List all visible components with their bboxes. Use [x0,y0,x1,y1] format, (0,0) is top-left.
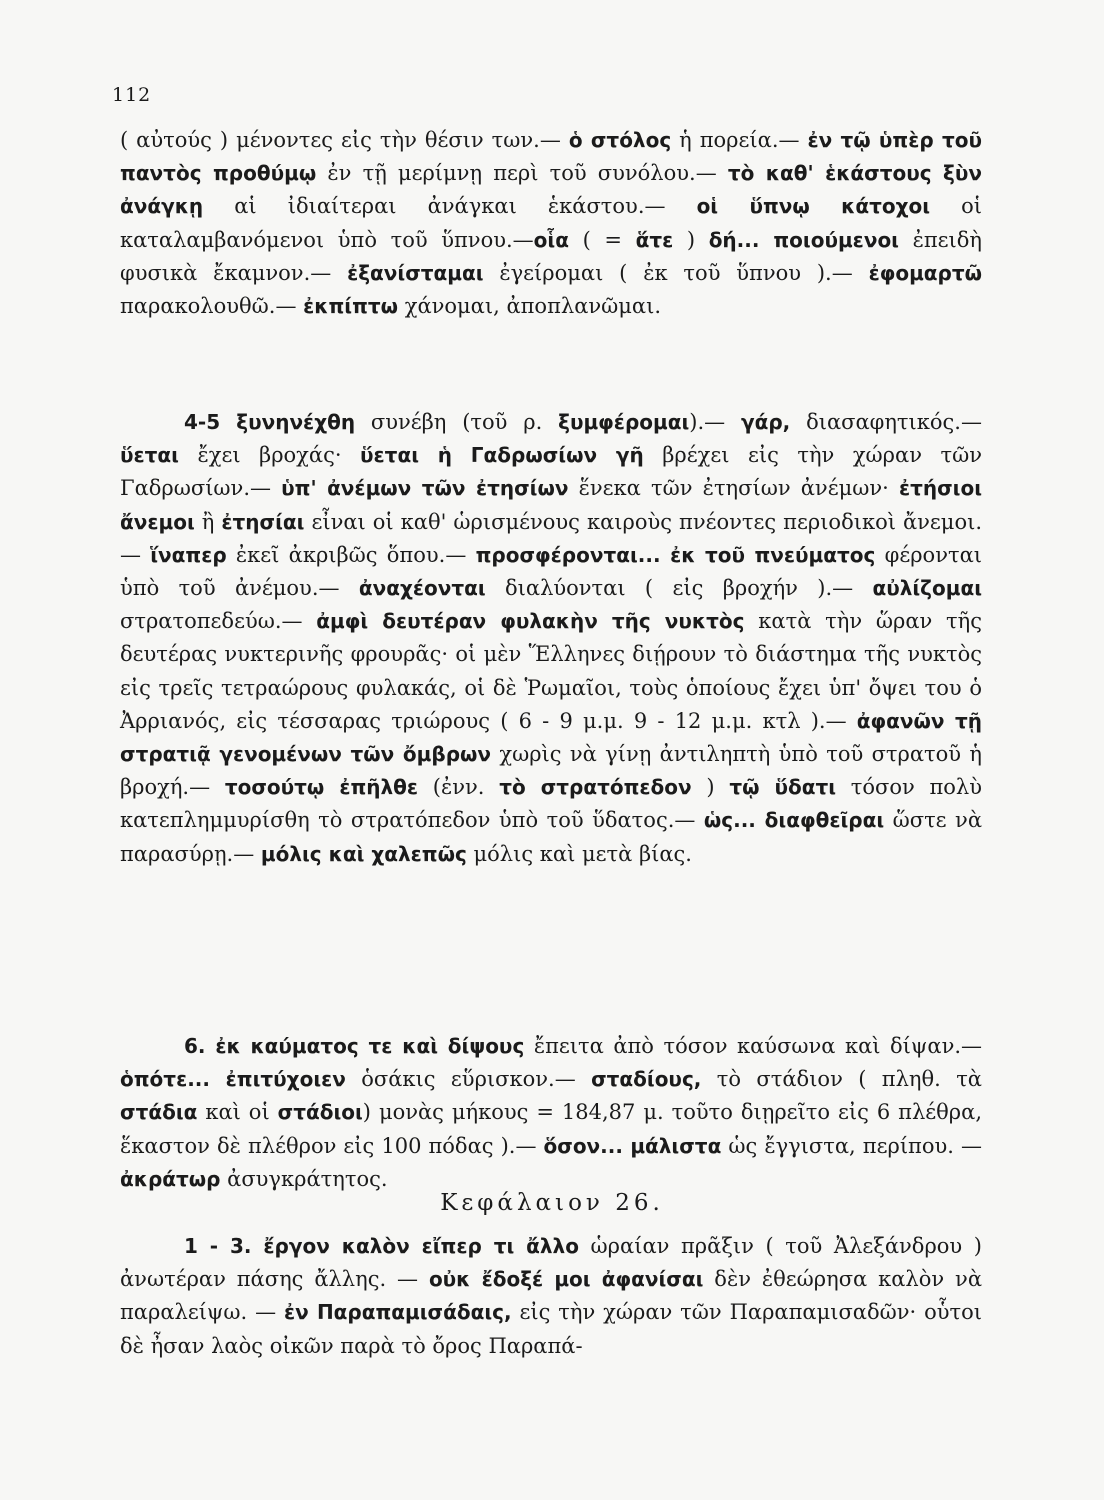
gloss-text: ) μονὰς μήκους = 184,87 μ. τοῦτο διῃρεῖτο εἰς 6 πλέθρα, ἕκαστον δὲ πλέθρον εἰς 100 πόδας ).— [120,1100,982,1158]
lemma: στάδια [120,1100,198,1125]
gloss-text: ἐν τῇ μερίμνῃ περὶ τοῦ συνόλου.— [316,161,728,186]
gloss-text: διασαφητικός.— [790,410,982,434]
lemma: ἐκπίπτω [303,294,399,319]
lemma: ὅσον... μάλιστα [543,1133,722,1158]
gloss-text: καὶ οἱ [197,1100,278,1125]
gloss-text: ( = [568,227,636,252]
text-block-2 [120,406,982,871]
lemma: ἀφανῶν τῇ στρατιᾷ γενομένων τῶν ὄμβρων [120,708,983,767]
lemma: ἀναχέονται [358,576,486,601]
gloss-text: ἀσυγκράτητος. [220,1166,388,1191]
gloss-text: χωρὶς νὰ γίνῃ ἀντιληπτὴ ὑπὸ τοῦ στρατοῦ ἡ βροχή.— [120,742,982,800]
gloss-text: βρέχει εἰς τὴν χώραν τῶν Γαδρωσίων.— [120,443,982,501]
gloss-text: ὡραίαν πρᾶξιν ( τοῦ Ἀλεξάνδρου ) ἀνωτέραν πάσης ἄλλης. — [120,1234,982,1292]
lemma: 6. ἐκ καύματος τε καὶ δίψους [184,1034,525,1058]
paragraph [120,1230,982,1363]
lemma: ὁ στόλος [568,128,672,152]
paragraph [120,1030,982,1196]
lemma: τῷ ὕδατι [729,775,837,800]
gloss-text: ) [691,775,730,800]
lemma: ἐτησίαι [221,509,305,534]
text-block-3 [120,1030,982,1196]
gloss-text: ὁσάκις εὕρισκον.— [345,1067,592,1092]
gloss-text: κατὰ τὴν ὥραν τῆς δευτέρας νυκτερινῆς φρουρᾶς· οἱ μὲν Ἕλληνες διῄρουν τὸ διάστημα τῆς νυκτὸς εἰς τρεῖς τετραώρους φυλακάς, οἱ δὲ Ῥωμαῖοι, τοὺς ὁποίους ἔχει ὑπ' ὄψει του ὁ Ἀρριανός, εἰς τέσσαρας τριώρους ( 6 - 9 μ.μ. 9 - 12 μ.μ. κτλ ).— [120,609,983,733]
gloss-text: ὡς ἔγγιστα, περίπου. — [721,1133,982,1158]
lemma: μόλις καὶ χαλεπῶς [260,841,467,866]
lemma: τοσούτῳ ἐπῆλθε [224,775,419,800]
text-block-1 [120,124,982,323]
lemma: τὸ καθ' ἑκάστους ξὺν ἀνάγκῃ [120,161,982,219]
lemma: στάδιοι [277,1100,363,1125]
lemma: οἷα [533,227,569,252]
gloss-text: παρακολουθῶ.— [120,294,304,319]
lemma: ἐτήσιοι ἄνεμοι [120,476,983,534]
lemma: σταδίους, [591,1067,702,1092]
lemma: οὐκ ἔδοξέ μοι ἀφανίσαι [428,1267,704,1292]
lemma: ἐν τῷ ὑπὲρ τοῦ παντὸς προθύμῳ [120,128,982,186]
lemma: τὸ στρατόπεδον [499,775,692,800]
lemma: ὕεται ἡ Γαδρωσίων γῆ [360,443,644,468]
lemma: ὁπότε... ἐπιτύχοιεν [120,1067,346,1092]
lemma: 1 - 3. ἔργον καλὸν εἴπερ τι ἄλλο [184,1234,579,1258]
gloss-text: ) [673,227,709,252]
gloss-text: ).— [689,410,741,434]
gloss-text: χάνομαι, ἀποπλανῶμαι. [398,294,661,319]
gloss-text: οἱ καταλαμβανόμενοι ὑπὸ τοῦ ὕπνου.— [120,194,982,252]
gloss-text: (ἐνν. [418,775,500,800]
lemma: ἐφομαρτῶ [868,260,982,285]
lemma: ξυμφέρομαι [558,410,690,434]
page-number: 112 [112,84,152,106]
gloss-text: ( αὐτούς ) μένοντες εἰς τὴν θέσιν των.— [120,128,569,152]
gloss-text: εἰς τὴν χώραν τῶν Παραπαμισαδῶν· οὗτοι δὲ ἦσαν λαὸς οἰκῶν παρὰ τὸ ὄρος Παραπά- [120,1300,982,1358]
gloss-text: ἐπειδὴ φυσικὰ ἔκαμνον.— [120,227,983,285]
gloss-text: ἐγείρομαι ( ἐκ τοῦ ὕπνου ).— [483,260,869,285]
lemma: ἅτε [635,227,674,252]
lemma: 4-5 ξυνηνέχθη [184,410,356,434]
lemma: ἵναπερ [150,542,227,567]
gloss-text: εἶναι οἱ καθ' ὡρισμένους καιροὺς πνέοντες περιοδικοὶ ἄνεμοι.— [120,509,983,567]
gloss-text: ὥστε νὰ παρασύρῃ.— [120,808,982,866]
gloss-text: ἡ πορεία.— [671,128,808,152]
lemma: ἐξανίσταμαι [347,260,484,285]
lemma: ἀκράτωρ [120,1166,221,1191]
lemma: προσφέρονται... ἐκ τοῦ πνεύματος [475,542,876,567]
paragraph [120,124,982,323]
gloss-text: ἕνεκα τῶν ἐτησίων ἀνέμων· [568,476,899,501]
gloss-text: τόσον πολὺ κατεπλημμυρίσθη τὸ στρατόπεδον ὑπὸ τοῦ ὕδατος.— [120,775,982,833]
lemma: ἐν Παραπαμισάδαις, [284,1300,512,1325]
text-block-4 [120,1230,982,1363]
gloss-text: ἔχει βροχάς· [178,443,361,468]
paragraph [120,406,982,871]
lemma: δή... ποιούμενοι [708,227,899,252]
gloss-text: ἢ [194,509,222,534]
lemma: ὡς... διαφθεῖραι [703,808,885,833]
chapter-heading: Κεφάλαιον 26. [440,1190,664,1216]
lemma: γάρ, [740,410,791,434]
gloss-text: αἱ ἰδιαίτεραι ἀνάγκαι ἑκάστου.— [203,194,697,219]
lemma: οἱ ὕπνῳ κάτοχοι [696,194,931,219]
lemma: ὕεται [120,443,179,468]
gloss-text: στρατοπεδεύω.— [120,609,317,634]
gloss-text: δὲν ἐθεώρησα καλὸν νὰ παραλείψω. — [120,1267,982,1325]
lemma: ὑπ' ἀνέμων τῶν ἐτησίων [281,476,569,501]
gloss-text: τὸ στάδιον ( πληθ. τὰ [701,1067,982,1092]
gloss-text: συνέβη (τοῦ ρ. [355,410,559,434]
lemma: αὐλίζομαι [872,576,982,601]
gloss-text: ἔπειτα ἀπὸ τόσον καύσωνα καὶ δίψαν.— [524,1034,983,1058]
lemma: ἀμφὶ δευτέραν φυλακὴν τῆς νυκτὸς [316,609,745,634]
gloss-text: μόλις καὶ μετὰ βίας. [466,841,692,866]
gloss-text: φέρονται ὑπὸ τοῦ ἀνέμου.— [120,542,982,601]
gloss-text: ἐκεῖ ἀκριβῶς ὅπου.— [226,542,476,567]
gloss-text: διαλύονται ( εἰς βροχήν ).— [485,576,873,601]
